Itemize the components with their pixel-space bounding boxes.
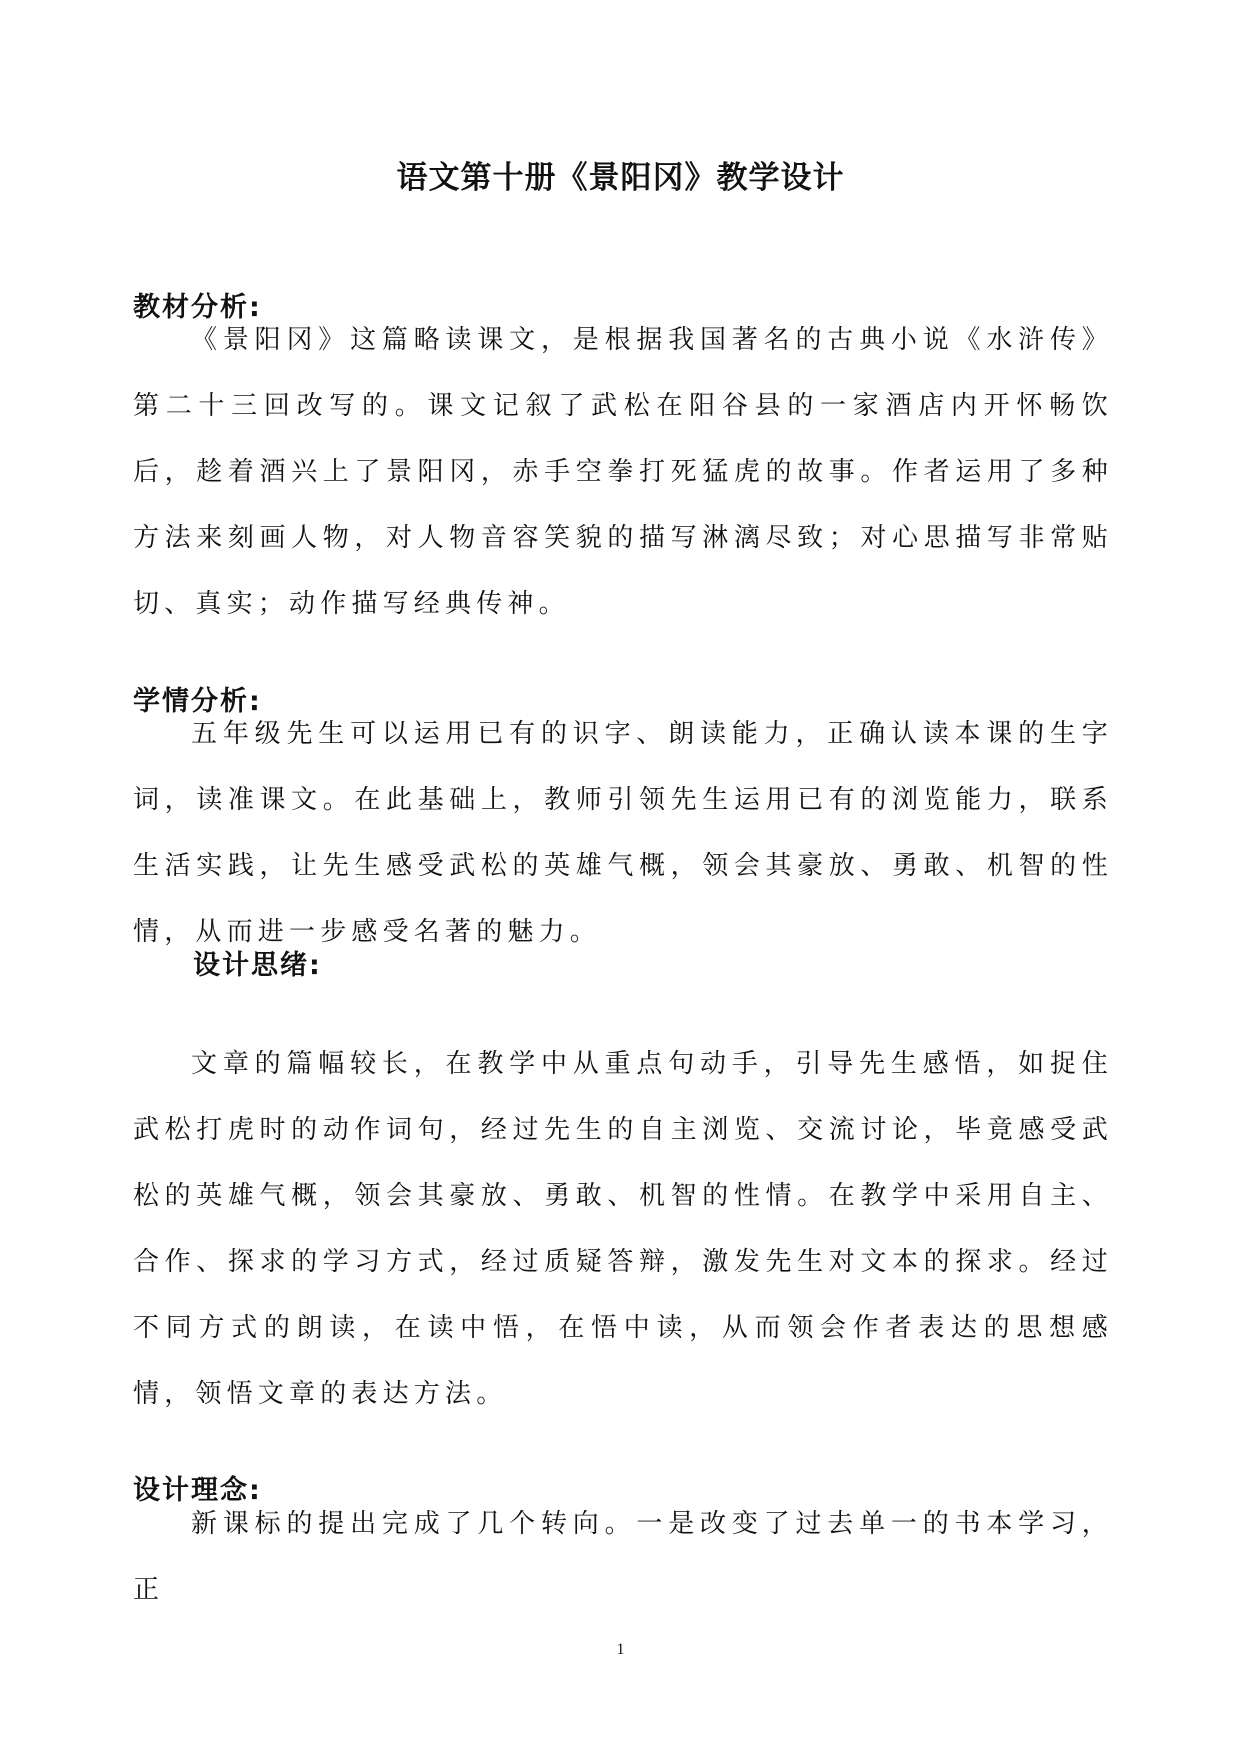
page-number: 1	[616, 1641, 625, 1658]
section-paragraph-student-analysis: 五年级先生可以运用已有的识字、朗读能力，正确认读本课的生字词，读准课文。在此基础上，教师引领先生运用已有的浏览能力，联系生活实践，让先生感受武松的英雄气概，领会其豪放、勇敢、机智的性情，从而进一步感受名著的魅力。	[133, 719, 1113, 947]
section-paragraph-textbook-analysis: 《景阳冈》这篇略读课文，是根据我国著名的古典小说《水浒传》第二十三回改写的。课文记叙了武松在阳谷县的一家酒店内开怀畅饮后，趁着酒兴上了景阳冈，赤手空拳打死猛虎的故事。作者运用了多种方法来刻画人物，对人物音容笑貌的描写淋漓尽致；对心思描写非常贴切、真实；动作描写经典传神。	[133, 325, 1113, 619]
document-title: 语文第十册《景阳冈》教学设计	[396, 160, 845, 196]
section-heading-design-philosophy: 设计理念:	[133, 1475, 262, 1506]
section-heading-textbook-analysis: 教材分析:	[133, 292, 262, 323]
section-paragraph-design-philosophy: 新课标的提出完成了几个转向。一是改变了过去单一的书本学习，正	[133, 1509, 1113, 1605]
section-heading-student-analysis: 学情分析:	[133, 686, 262, 717]
section-heading-design-thoughts: 设计思绪:	[193, 950, 322, 981]
section-paragraph-design-thoughts: 文章的篇幅较长，在教学中从重点句动手，引导先生感悟，如捉住武松打虎时的动作词句，经过先生的自主浏览、交流讨论，毕竟感受武松的英雄气概，领会其豪放、勇敢、机智的性情。在教学中采用自主、合作、探求的学习方式，经过质疑答辩，激发先生对文本的探求。经过不同方式的朗读，在读中悟，在悟中读，从而领会作者表达的思想感情，领悟文章的表达方法。	[133, 1049, 1113, 1409]
